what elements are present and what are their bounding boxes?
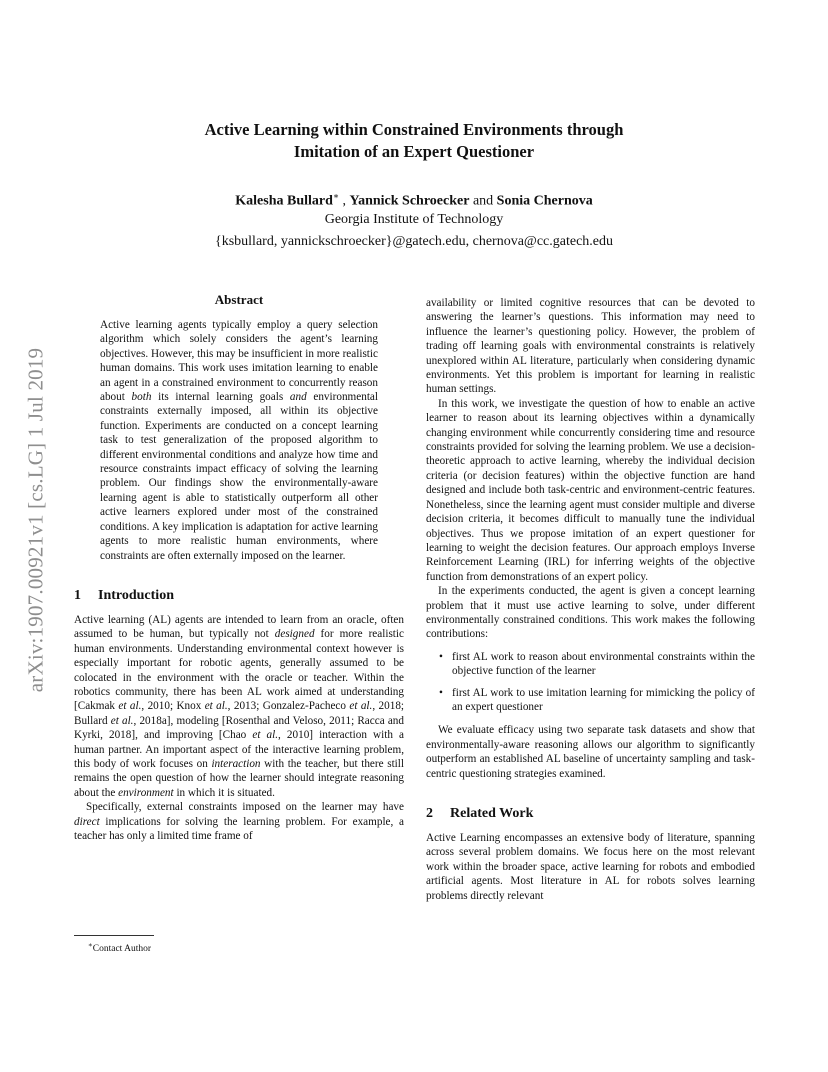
author-1: Kalesha Bullard [235, 193, 333, 209]
author-3: Sonia Chernova [496, 193, 593, 209]
footnote-mark: ∗ [88, 941, 93, 949]
author-separator-2: and [469, 193, 497, 209]
arxiv-stamp [20, 300, 52, 740]
section-number: 2 [426, 806, 433, 821]
footnote-rule [74, 935, 154, 936]
intro-paragraph-2-continued: availability or limited cognitive resources that can be devoted to answering the learner’s questions. This information may need to influence the learner’s questioning policy. However, the problem of trading off learning goals with environmental constraints is relatively unexplored within AL literature, particularly when considering dynamic environments. Yet this problem is important for learning in realistic human settings. [426, 297, 755, 396]
footnote-text: Contact Author [92, 944, 152, 955]
bullet-icon: • [439, 650, 443, 663]
left-column [74, 292, 404, 843]
intro-paragraph-1: Active learning (AL) agents are intended to learn from an oracle, often assumed to be human, but typically not designed for more realistic human environments. Understanding environmental context however is especially important for robotic agents, generally assumed to be colocated in the environment with the oracle or teacher. Within the robotics community, there has been AL work aimed at understanding [Cakmak et al., 2010; Knox et al., 2013; Gonzalez-Pacheco et al., 2018; Bullard et al., 2018a], modeling [Rosenthal and Veloso, 2011; Racca and Kyrki, 2018], and improving [Chao et al., 2010] interaction with a human partner. An important aspect of the interactive learning problem, this body of work focuses on interaction with the teacher, but there still remains the open question of how the learner should integrate reasoning about the environment in which it is situated. [74, 613, 405, 799]
bullet-icon: • [439, 686, 443, 699]
right-column [426, 296, 755, 903]
abstract-heading: Abstract [214, 292, 264, 307]
footnote [88, 939, 151, 955]
affiliation: Georgia Institute of Technology [324, 212, 504, 227]
list-item: • first AL work to reason about environmental constraints within the objective function of the learner [439, 650, 755, 678]
section-title: Introduction [98, 587, 174, 603]
related-work-paragraph-1: Active Learning encompasses an extensive body of literature, spanning across several problem domains. We focus here on the most relevant work within the broader space, active learning for robots and embodied artificial agents. Most literature in AL for robots solves learning problems directly relevant [426, 832, 755, 902]
author-1-footnote-mark: ∗ [332, 191, 340, 201]
author-separator-1: , [339, 193, 350, 209]
section-heading-related-work [426, 805, 755, 823]
contributions-list [426, 650, 755, 715]
section-number: 1 [74, 587, 81, 603]
intro-paragraph-2: Specifically, external constraints imposed on the learner may have direct implications for solving the learning problem. For example, a teacher has only a limited time frame of [74, 801, 404, 842]
intro-paragraph-3: In this work, we investigate the question of how to enable an active learner to reason about its learning objectives within a dynamically changing environment while concurrently considering time and resource constraints provided for solving the learning problem. We use a decision-theoretic approach to active learning, whereby the individual decision criteria (or decision features) within the objective function are hand designed and include both task-centric and environment-centric features. Nonetheless, since the learning agent must consider multiple and diverse decision criteria, it becomes difficult to manually tune the individual objectives. Thus we propose imitation of an expert questioner for learning to weight the decision features. Our approach employs Inverse Reinforcement Learning (IRL) for inferring weights of the objective function from demonstrations of an expert policy. [426, 397, 755, 583]
author-2: Yannick Schroecker [349, 193, 470, 209]
paper-title [0, 119, 828, 163]
intro-paragraph-5: We evaluate efficacy using two separate task datasets and show that environmentally-aware reasoning allows our algorithm to significantly outperform an established AL baseline of uncertainty sampling and task-centric questioning strategies examined. [426, 724, 755, 780]
abstract-text: Active learning agents typically employ a query selection algorithm which solely considers the agent’s learning objectives. However, this may be insufficient in more realistic human domains. This work uses imitation learning to enable an agent in a constrained environment to concurrently reason about both its internal learning goals and environmental constraints externally imposed, all within its objective function. Experiments are conducted on a concept learning task to test generalization of the proposed algorithm to different environmental conditions and analyze how time and resource constraints impact efficacy of solving the learning problem. Our findings show the environmentally-aware learning agent is able to statistically outperform all other active learners explored under most of the constrained conditions. A key implication is adaptation for active learning agents to more realistic human environments, where constraints are often externally imposed on the learner. [100, 319, 378, 562]
section-heading-introduction [74, 587, 404, 605]
section-title: Related Work [450, 806, 534, 821]
list-item: • first AL work to use imitation learning for mimicking the policy of an expert questioner [439, 686, 755, 713]
title-line-2: Imitation of an Expert Questioner [293, 142, 535, 161]
author-list [0, 187, 828, 211]
author-emails: {ksbullard, yannickschroecker}@gatech.edu, chernova@cc.gatech.edu [215, 234, 613, 249]
arxiv-stamp-text: arXiv:1907.00921v1 [cs.LG] 1 Jul 2019 [23, 347, 48, 693]
intro-paragraph-4: In the experiments conducted, the agent is given a concept learning problem that it must use active learning to solve, under different environmentally constrained conditions. This work makes the following contributions: [426, 585, 755, 641]
title-line-1: Active Learning within Constrained Environments through [204, 120, 624, 139]
